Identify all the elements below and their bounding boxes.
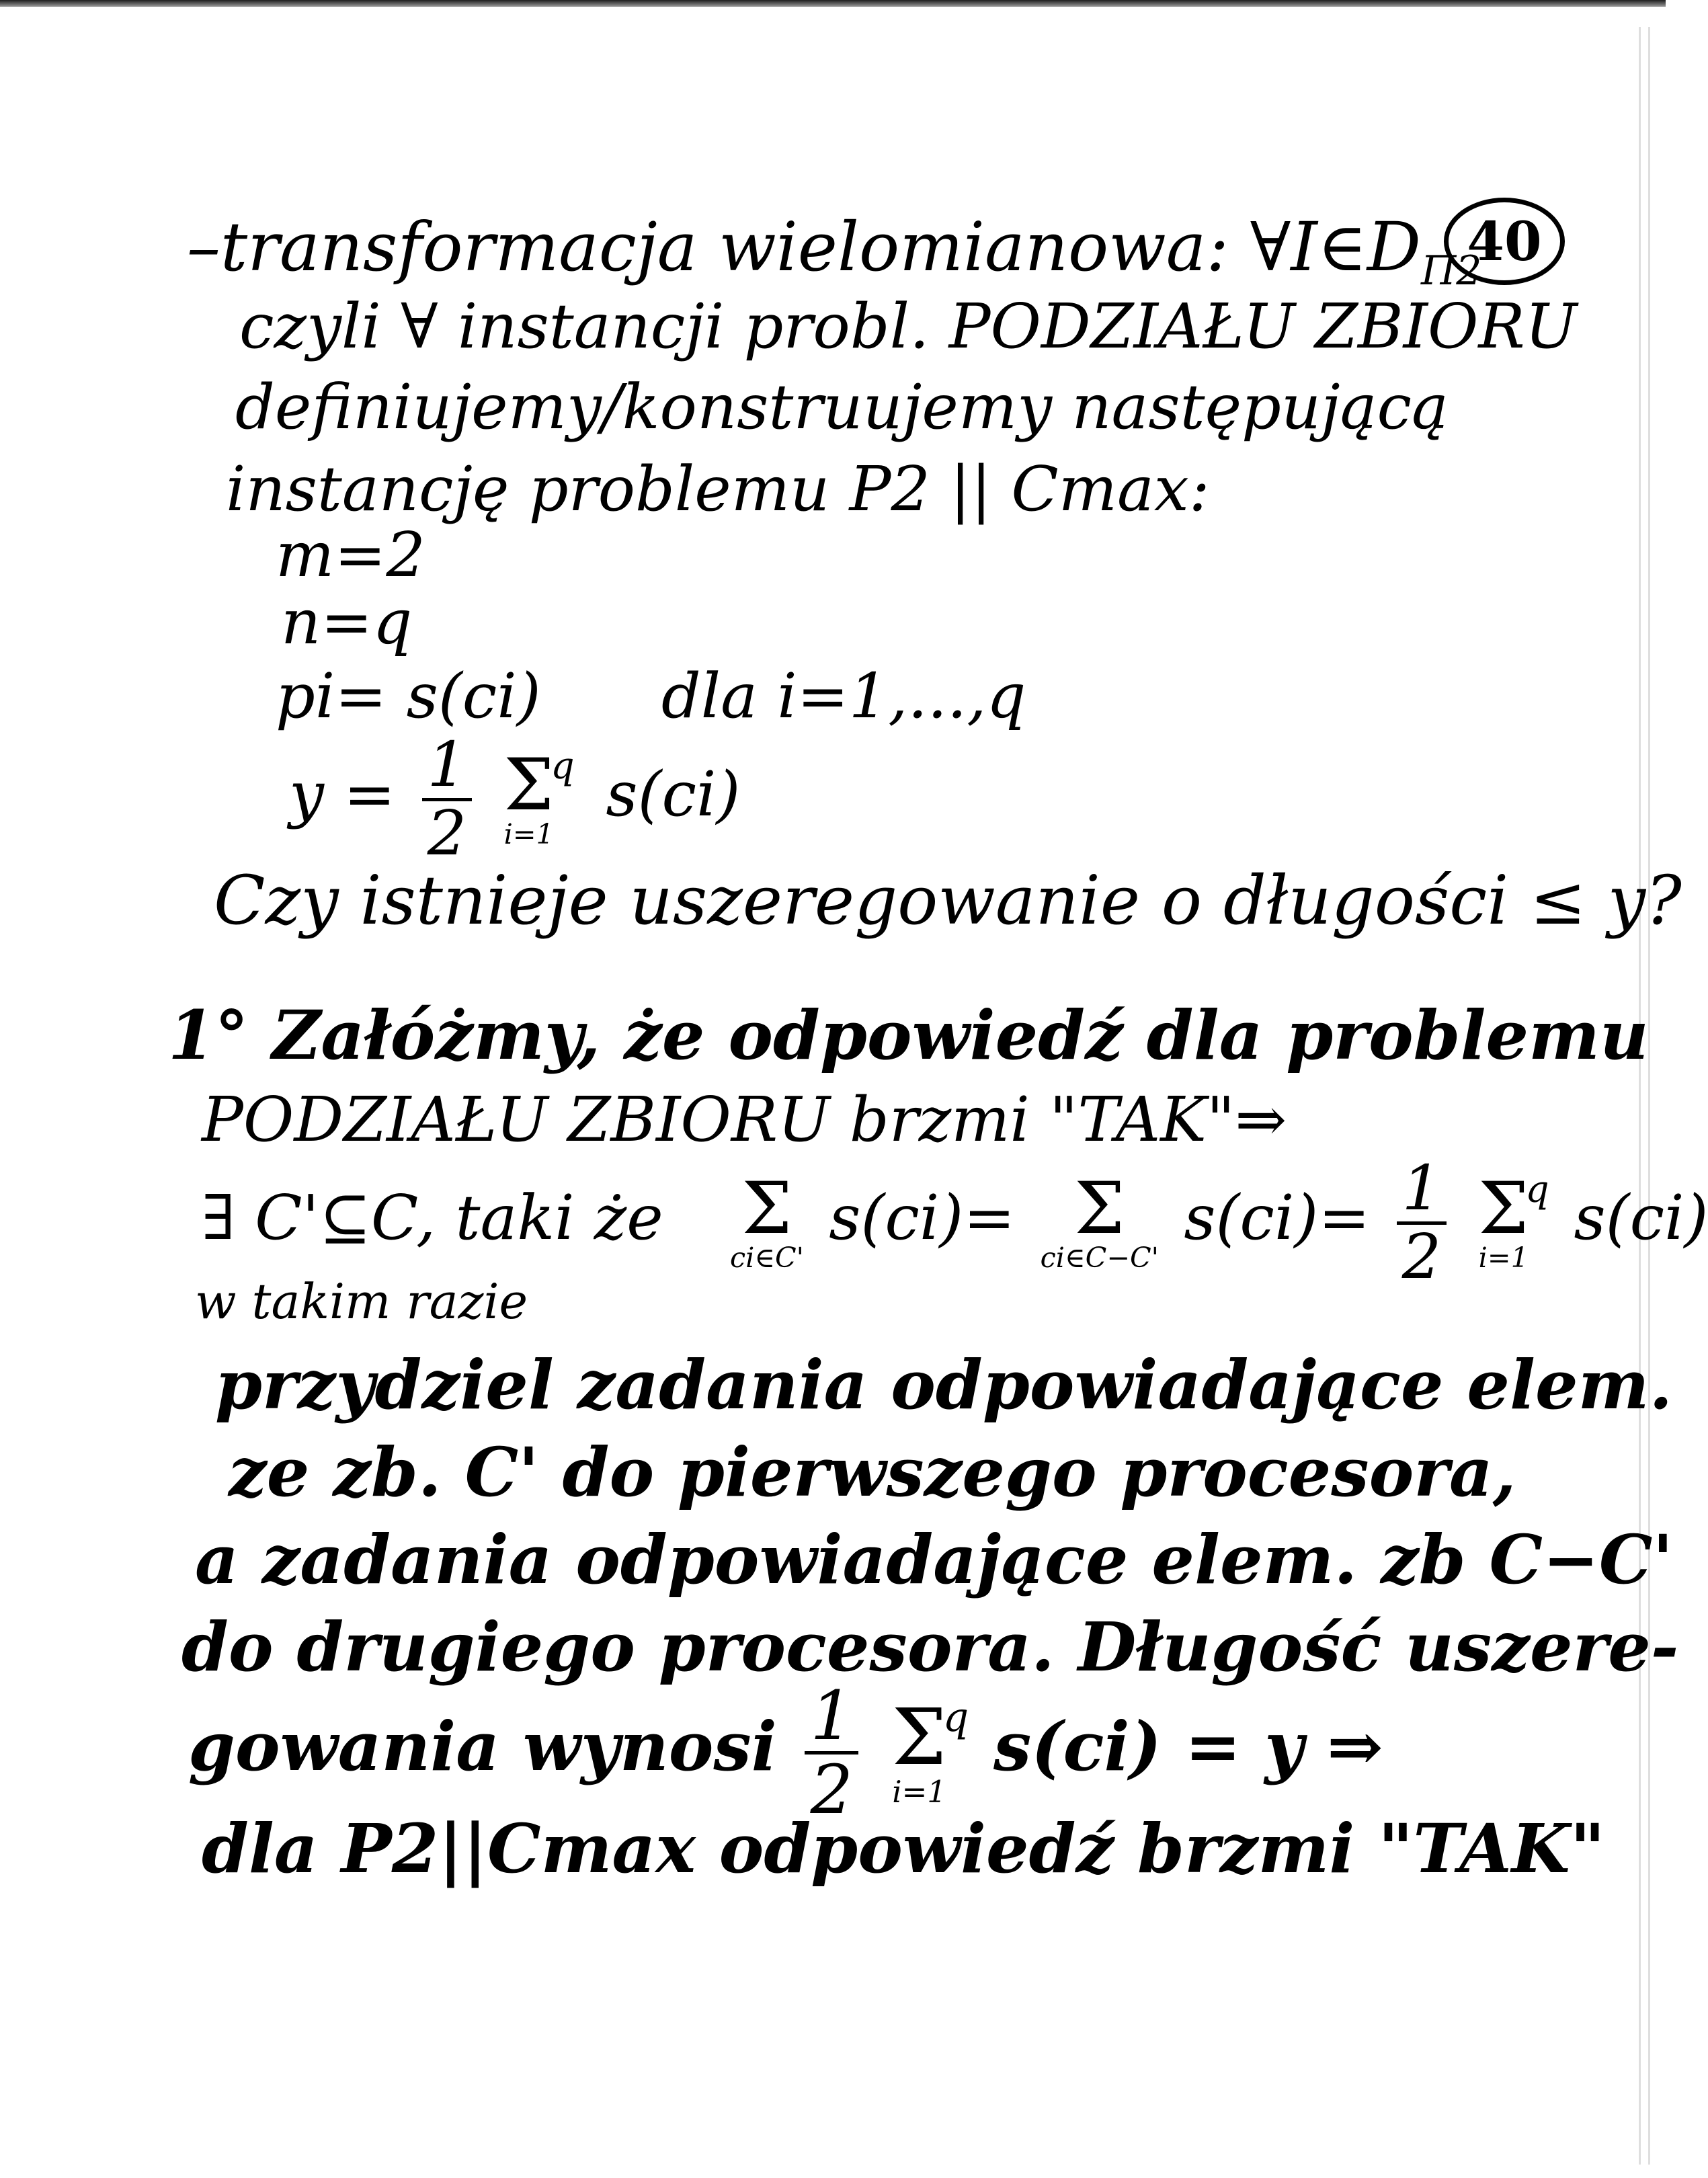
sum-symbol <box>503 743 575 851</box>
sum-lower-limit: ci∈C' <box>729 1242 805 1275</box>
text-equals-y: s(ci) = y ⇒ <box>993 1707 1383 1787</box>
sigma-glyph: Σ <box>1478 1167 1529 1250</box>
handwritten-line-y <box>289 729 741 869</box>
handwritten-line-conclusion <box>202 1809 1605 1888</box>
sigma-glyph: Σ <box>503 743 555 827</box>
fraction-numerator: 1 <box>422 733 473 801</box>
fraction-numerator: 1 <box>805 1681 858 1755</box>
sigma-glyph: Σ <box>891 1692 947 1783</box>
handwritten-line-length <box>188 1677 1383 1829</box>
handwritten-line-in-that-case: w takim razie <box>195 1273 528 1330</box>
scan-top-border <box>0 0 1666 7</box>
text-second-processor: do drugiego procesora. Długość uszere- <box>181 1607 1679 1687</box>
handwritten-line-2: czyli ∀ instancji probl. PODZIAŁU ZBIORU <box>239 290 1578 362</box>
sum-lower-limit: i=1 <box>1478 1242 1529 1275</box>
text-length: gowania wynosi <box>188 1707 777 1787</box>
text-conclusion: dla P2||Cmax odpowiedź brzmi "TAK" <box>202 1809 1605 1888</box>
fraction-denominator: 2 <box>427 797 467 869</box>
handwritten-line-question: Czy istnieje uszeregowanie o długości ≤ y? <box>214 861 1682 940</box>
handwritten-line-assumption <box>168 996 1649 1075</box>
handwritten-line-exists <box>202 1152 1708 1293</box>
sum-lower-limit: i=1 <box>503 818 554 851</box>
scan-edge-right <box>1639 27 1641 2165</box>
handwritten-line-second-processor <box>181 1607 1679 1687</box>
text-remaining: a zadania odpowiadające elem. zb C−C' <box>195 1520 1674 1599</box>
handwritten-line-n: n=q <box>281 586 413 658</box>
sum-over-c-prime <box>729 1167 805 1275</box>
handwritten-line-assign <box>215 1345 1673 1424</box>
page-number: 40 <box>1444 198 1565 285</box>
text-p-definition: pi= s(ci) <box>276 660 541 732</box>
sum-upper-limit: q <box>942 1693 969 1741</box>
text-assign: przydziel zadania odpowiadające elem. <box>215 1345 1673 1424</box>
text-s-ci-eq-1: s(ci)= <box>829 1182 1016 1254</box>
sum-lower-limit: ci∈C−C' <box>1040 1242 1160 1275</box>
text-s-ci-eq-2: s(ci)= <box>1184 1182 1371 1254</box>
handwritten-line-partition: PODZIAŁU ZBIORU brzmi "TAK"⇒ <box>202 1084 1287 1156</box>
handwritten-line-1 <box>187 208 1482 294</box>
scan-edge-right-2 <box>1648 27 1650 2165</box>
fraction-denominator: 2 <box>810 1750 854 1829</box>
text-assumption: 1° Załóżmy, że odpowiedź dla problemu <box>168 996 1649 1075</box>
sum-lower-limit: i=1 <box>892 1773 946 1810</box>
handwritten-line-remaining <box>195 1520 1674 1599</box>
sigma-glyph: Σ <box>741 1167 792 1250</box>
text-first-processor: ze zb. C' do pierwszego procesora, <box>229 1433 1516 1512</box>
text-s-ci: s(ci) <box>1574 1182 1708 1254</box>
handwritten-line-first-processor <box>229 1433 1516 1512</box>
text-exists-subset: ∃ C'⊆C, taki że <box>202 1182 663 1254</box>
text-pi2-subscript: Π2 <box>1420 247 1482 294</box>
sum-upper-limit: q <box>551 744 575 788</box>
fraction-numerator: 1 <box>1397 1156 1447 1225</box>
text-s-ci: s(ci) <box>606 758 741 830</box>
fraction-one-half <box>422 729 473 869</box>
sum-all <box>1478 1167 1549 1275</box>
sum-over-c-minus-c-prime <box>1040 1167 1160 1275</box>
fraction-one-half <box>805 1677 858 1829</box>
sum-all <box>891 1692 969 1810</box>
sum-upper-limit: q <box>1525 1168 1549 1211</box>
text-transformation: –transformacja wielomianowa: ∀I∈D <box>187 208 1421 286</box>
handwritten-line-p <box>276 660 1026 732</box>
sigma-glyph: Σ <box>1074 1167 1125 1250</box>
handwritten-line-4: instancję problemu P2 || Cmax: <box>226 453 1210 525</box>
fraction-one-half <box>1397 1152 1447 1293</box>
text-index-range: dla i=1,...,q <box>661 660 1026 732</box>
text-y-equals: y = <box>289 758 396 830</box>
handwritten-line-3: definiujemy/konstruujemy następującą <box>235 371 1449 443</box>
handwritten-line-m: m=2 <box>276 519 425 591</box>
fraction-denominator: 2 <box>1401 1220 1442 1293</box>
